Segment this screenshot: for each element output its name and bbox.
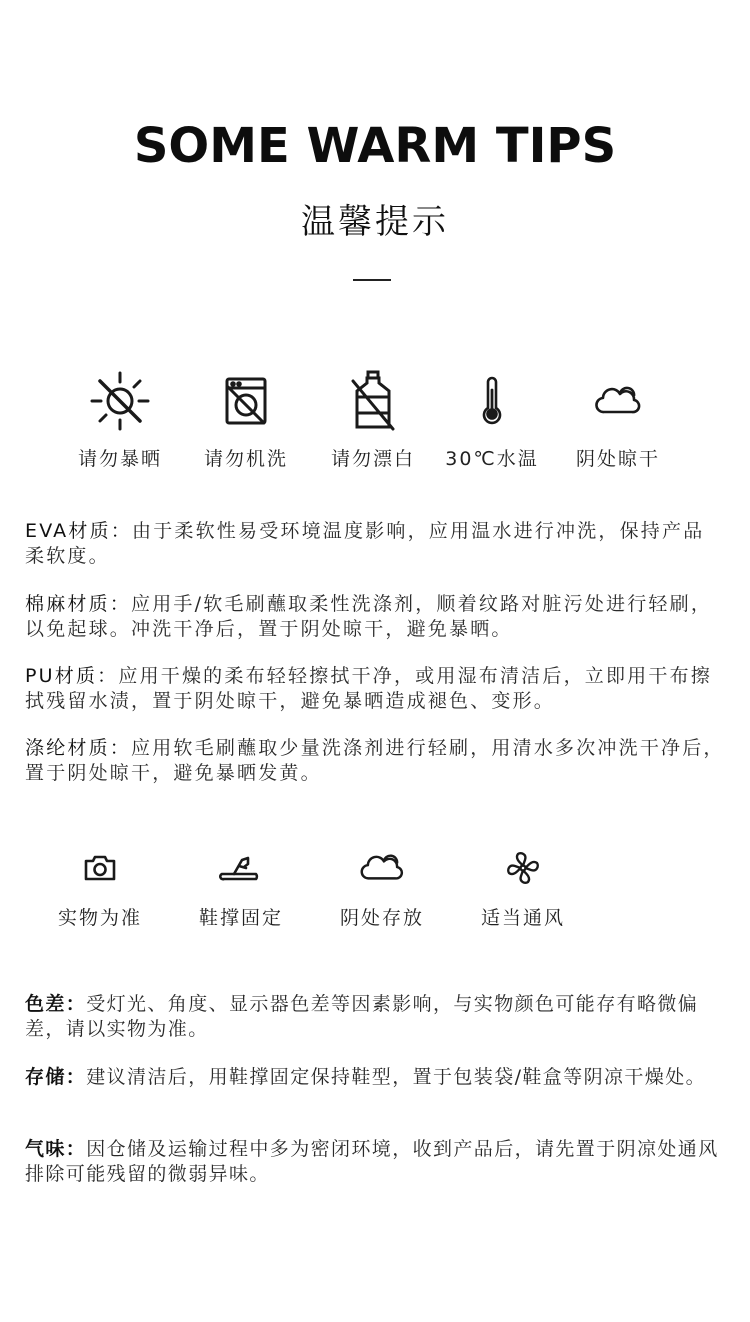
- care-label: 阴处晾干: [575, 448, 660, 470]
- material-key: 涤纶材质：: [25, 737, 132, 759]
- material-cotton-linen: [25, 592, 725, 642]
- care-label: 请勿漂白: [330, 448, 415, 470]
- care-item-shade-dry: [558, 368, 678, 471]
- thermometer-icon: [477, 376, 507, 426]
- material-text: 应用手/软毛刷蘸取柔性洗涤剂，顺着纹路对脏污处进行轻刷，以免起球。冲洗干净后，置于阴处晾干，避免暴晒。: [25, 593, 713, 640]
- no-sun-icon: [88, 369, 152, 433]
- info-label: 阴处存放: [339, 907, 424, 929]
- material-text: 由于柔软性易受环境温度影响，应用温水进行冲洗，保持产品柔软度。: [25, 520, 705, 567]
- page-title-cn: 温馨提示: [301, 202, 449, 242]
- material-eva: [25, 519, 725, 569]
- info-item-shoe-tree: [181, 848, 301, 930]
- info-item-shade-storage: [322, 848, 442, 930]
- care-icons-row: [0, 368, 750, 478]
- note-text: 建议清洁后，用鞋撑固定保持鞋型，置于包装袋/鞋盒等阴凉干燥处。: [86, 1066, 707, 1088]
- cloud-icon: [359, 852, 405, 884]
- note-key: 气味：: [25, 1138, 87, 1160]
- camera-icon: [83, 854, 117, 882]
- fan-icon: [505, 850, 541, 886]
- note-text: 因仓储及运输过程中多为密闭环境，收到产品后，请先置于阴凉处通风排除可能残留的微弱异味。: [25, 1138, 719, 1185]
- title-divider: [353, 279, 391, 281]
- info-item-actual-product: [40, 848, 160, 930]
- note-key: 色差：: [25, 993, 87, 1015]
- material-text: 应用软毛刷蘸取少量洗涤剂进行轻刷，用清水多次冲洗干净后，置于阴处晾干，避免暴晒发黄。: [25, 737, 725, 784]
- shoe-tree-icon: [218, 854, 264, 882]
- note-odor: [25, 1137, 725, 1187]
- care-item-no-sun: [60, 368, 180, 471]
- no-machine-wash-icon: [218, 373, 274, 429]
- care-label: 请勿机洗: [203, 448, 288, 470]
- info-label: 鞋撑固定: [198, 907, 283, 929]
- care-item-no-machine-wash: [186, 368, 306, 471]
- material-pu: [25, 664, 725, 714]
- no-bleach-icon: [345, 369, 401, 433]
- care-label: 请勿暴晒: [77, 448, 162, 470]
- note-text: 受灯光、角度、显示器色差等因素影响，与实物颜色可能存有略微偏差，请以实物为准。: [25, 993, 699, 1040]
- material-text: 应用干燥的柔布轻轻擦拭干净，或用湿布清洁后，立即用干布擦拭残留水渍，置于阴处晾干，避免暴晒造成褪色、变形。: [25, 665, 712, 712]
- cloud-icon: [594, 384, 642, 418]
- note-color-difference: [25, 992, 725, 1042]
- info-label: 适当通风: [480, 907, 565, 929]
- care-item-no-bleach: [313, 368, 433, 471]
- material-polyester: [25, 736, 725, 786]
- material-key: 棉麻材质：: [25, 593, 132, 615]
- note-key: 存储：: [25, 1066, 87, 1088]
- info-label: 实物为准: [57, 907, 142, 929]
- care-item-water-temp: [432, 368, 552, 471]
- material-key: EVA材质：: [25, 520, 132, 542]
- info-item-ventilation: [463, 848, 583, 930]
- info-icons-row: [0, 848, 750, 938]
- note-storage: [25, 1065, 725, 1090]
- care-label: 30℃水温: [445, 448, 539, 470]
- page-title-en: SOME WARM TIPS: [133, 118, 617, 174]
- material-key: PU材质：: [25, 665, 119, 687]
